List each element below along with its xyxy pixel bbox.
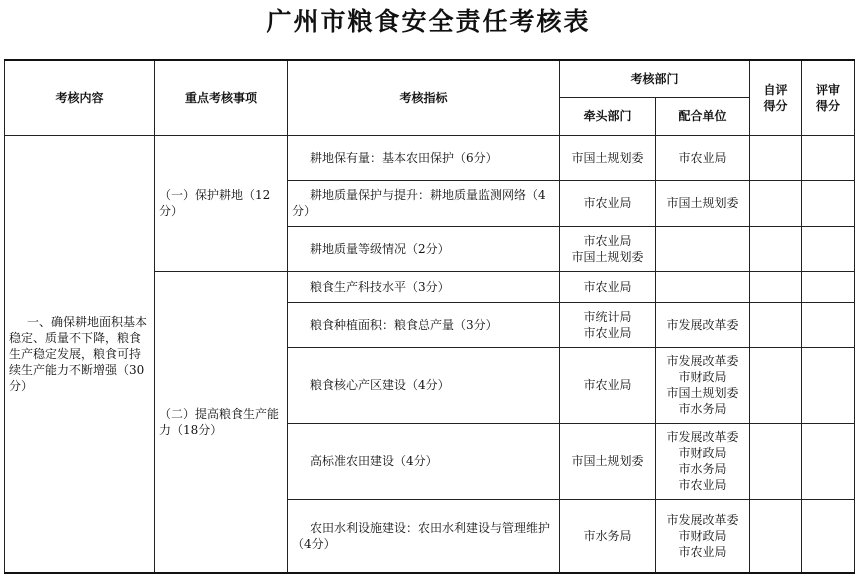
key-item-grain-capacity: （二）提高粮食生产能力（18分） (155, 271, 288, 573)
self-score-cell (750, 302, 802, 347)
dept-name: 市发展改革委 (666, 430, 739, 444)
header-key-item: 重点考核事项 (155, 60, 288, 135)
dept-name: 市统计局 (583, 309, 632, 324)
coop-unit-cell (656, 423, 750, 499)
coop-unit-cell (656, 135, 750, 180)
header-coop-unit: 配合单位 (656, 97, 750, 135)
header-self-score (750, 60, 802, 135)
indicator-cell: 粮食种植面积：粮食总产量（3分） (288, 302, 560, 347)
coop-unit-cell (656, 180, 750, 226)
review-score-cell (802, 135, 855, 180)
lead-dept-cell (560, 499, 656, 573)
header-lead-dept: 牵头部门 (560, 97, 656, 135)
assessment-table (4, 59, 855, 574)
table-row (5, 135, 855, 180)
indicator-cell: 耕地质量等级情况（2分） (288, 226, 560, 271)
header-department: 考核部门 (560, 60, 750, 97)
category-cell: 一、确保耕地面积基本稳定、质量不下降，粮食生产稳定发展，粮食可持续生产能力不断增强（30分） (5, 135, 155, 573)
coop-unit-cell (656, 302, 750, 347)
document-title: 广州市粮食安全责任考核表 (266, 7, 591, 36)
dept-name: 市国土规划委 (666, 386, 739, 400)
review-score-cell (802, 226, 855, 271)
coop-unit-cell (656, 271, 750, 302)
header-content: 考核内容 (5, 60, 155, 135)
indicator-cell: 耕地保有量：基本农田保护（6分） (288, 135, 560, 180)
self-score-cell (750, 135, 802, 180)
dept-name: 市发展改革委 (666, 354, 739, 368)
self-score-cell (750, 226, 802, 271)
lead-dept-cell (560, 302, 656, 347)
self-score-cell (750, 499, 802, 573)
review-score-cell (802, 302, 855, 347)
indicator-cell: 耕地质量保护与提升：耕地质量监测网络（4分） (288, 180, 560, 226)
dept-name: 市国土规划委 (571, 249, 644, 264)
dept-name: 市水务局 (678, 402, 727, 416)
indicator-cell: 粮食核心产区建设（4分） (288, 347, 560, 423)
self-score-cell (750, 271, 802, 302)
dept-name: 市财政局 (678, 528, 727, 543)
dept-name: 市国土规划委 (666, 196, 739, 210)
dept-name: 市财政局 (678, 370, 727, 384)
header-review-score (802, 60, 855, 135)
dept-name: 市农业局 (678, 544, 727, 559)
dept-name: 市水务局 (583, 528, 632, 543)
header-indicator: 考核指标 (288, 60, 560, 135)
lead-dept-cell (560, 180, 656, 226)
self-score-cell (750, 423, 802, 499)
coop-unit-cell (656, 347, 750, 423)
lead-dept-cell (560, 135, 656, 180)
dept-name: 市农业局 (583, 279, 632, 294)
dept-name: 市发展改革委 (666, 317, 739, 332)
indicator-cell: 农田水利设施建设：农田水利建设与管理维护（4分） (288, 499, 560, 573)
review-score-cell (802, 180, 855, 226)
lead-dept-cell (560, 271, 656, 302)
indicator-cell: 高标准农田建设（4分） (288, 423, 560, 499)
dept-name: 市农业局 (583, 233, 632, 248)
review-score-cell (802, 499, 855, 573)
dept-name: 市国土规划委 (571, 454, 644, 468)
dept-name: 市农业局 (583, 378, 632, 392)
self-score-cell (750, 347, 802, 423)
dept-name: 市水务局 (678, 462, 727, 476)
header-self-score-line1: 自评 (763, 82, 788, 97)
lead-dept-cell (560, 347, 656, 423)
review-score-cell (802, 423, 855, 499)
dept-name: 市农业局 (583, 196, 632, 210)
dept-name: 市农业局 (678, 150, 727, 165)
coop-unit-cell (656, 226, 750, 271)
lead-dept-cell (560, 423, 656, 499)
review-score-cell (802, 271, 855, 302)
self-score-cell (750, 180, 802, 226)
header-review-score-line1: 评审 (816, 82, 841, 97)
dept-name: 市财政局 (678, 446, 727, 460)
dept-name: 市国土规划委 (571, 150, 644, 165)
indicator-cell: 粮食生产科技水平（3分） (288, 271, 560, 302)
lead-dept-cell (560, 226, 656, 271)
dept-name: 市农业局 (678, 478, 727, 492)
dept-name: 市农业局 (583, 325, 632, 340)
dept-name: 市发展改革委 (666, 512, 739, 527)
header-self-score-line2: 得分 (763, 98, 788, 113)
header-review-score-line2: 得分 (816, 98, 841, 113)
coop-unit-cell (656, 499, 750, 573)
review-score-cell (802, 347, 855, 423)
key-item-protect-farmland: （一）保护耕地（12分） (155, 135, 288, 271)
